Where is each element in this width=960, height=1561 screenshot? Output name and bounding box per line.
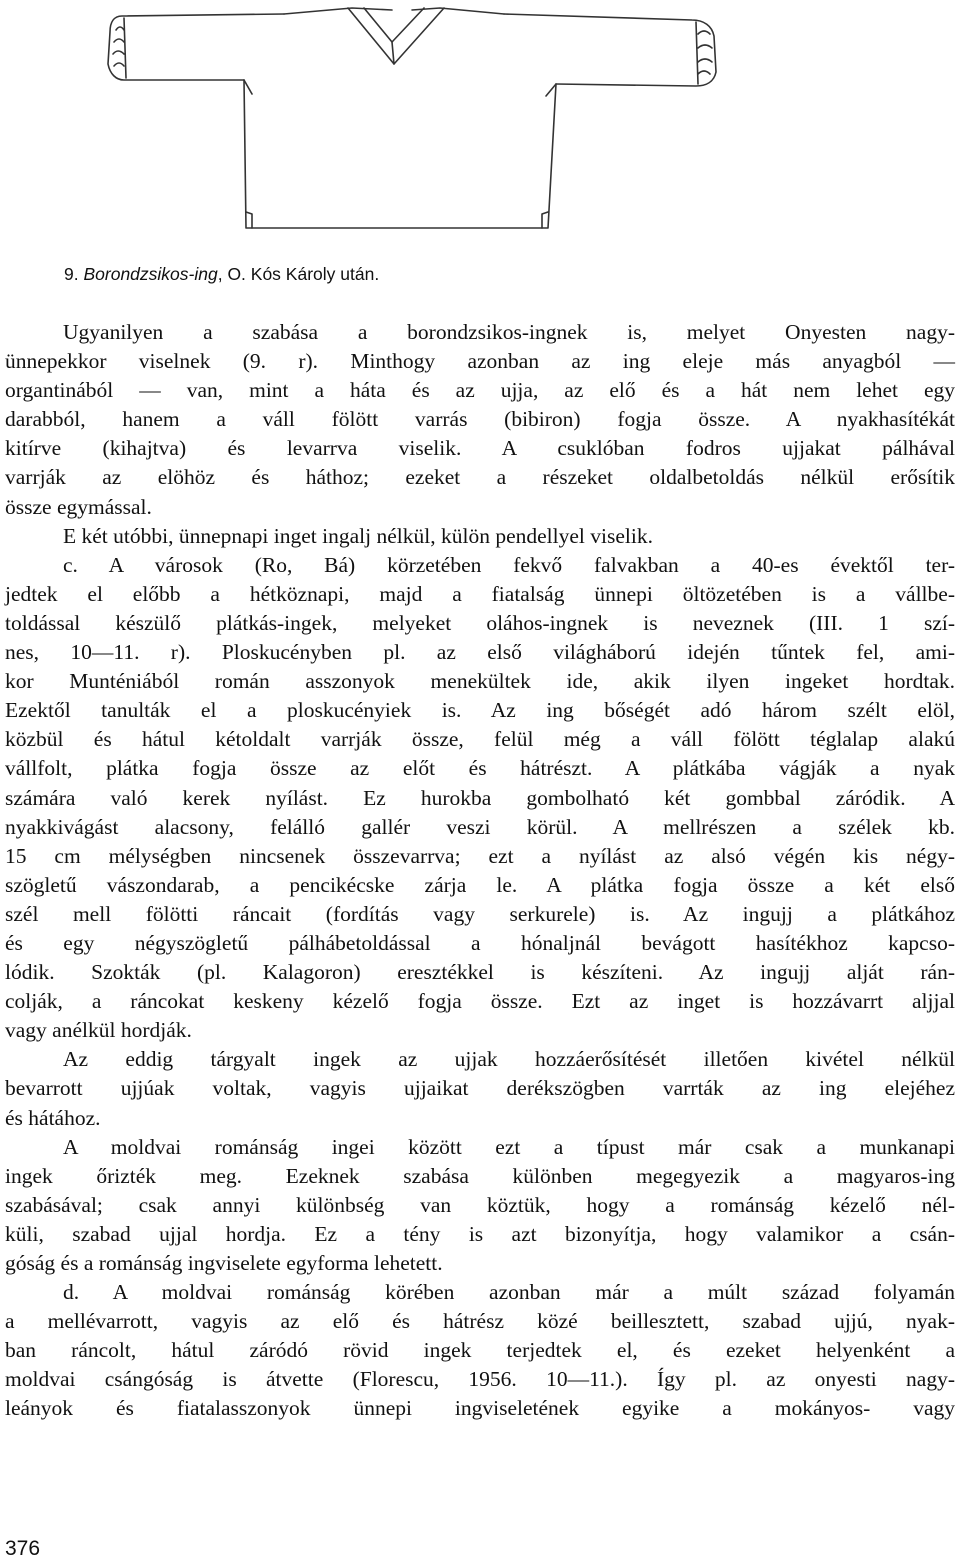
- text-line: ünnepekkor viselnek (9. r). Minthogy azonban az ing eleje más anyagból —: [5, 349, 955, 374]
- text-line: és egy négyszögletű pálhábetoldással a hónaljnál bevágott hasítékhoz kapcso-: [5, 930, 955, 955]
- text-line: colják, a ráncokat keskeny kézelő fogja össze. Ezt az inget is hozzávarrt aljjal: [5, 989, 955, 1014]
- text-line: ingek őrizték meg. Ezeknek szabása különben megegyezik a magyaros-ing: [5, 1163, 955, 1188]
- text-line: vagy anélkül hordják.: [5, 1018, 192, 1043]
- text-line: a mellévarrott, vagyis az elő és hátrész közé beillesztett, szabad ujjú, nyak-: [5, 1309, 955, 1334]
- text-line: kor Munténiából román asszonyok menekültek ide, akik ilyen ingeket hordtak.: [5, 669, 955, 694]
- text-line: lódik. Szokták (pl. Kalagoron) eresztékkel is készíteni. Az ingujj alját rán-: [5, 960, 955, 985]
- body-text: [5, 318, 955, 1424]
- text-line: darabból, hanem a váll fölött varrás (bibiron) fogja össze. A nyakhasítékát: [5, 407, 955, 432]
- text-line: közbül és hátul kétoldalt varrják össze, felül még a váll fölött téglalap alakú: [5, 727, 955, 752]
- text-line: varrják az elöhöz és háthoz; ezeket a részeket oldalbetoldás nélkül erősítik: [5, 465, 955, 490]
- text-line: számára való kerek nyílást. Ez hurokba gombolható két gombbal záródik. A: [5, 785, 955, 810]
- text-line: c. A városok (Ro, Bá) körzetében fekvő falvakban a 40-es évektől ter-: [63, 552, 955, 577]
- text-line: ban ráncolt, hátul záródó rövid ingek terjedtek el, és ezeket helyenként a: [5, 1338, 955, 1363]
- figure-caption: [64, 262, 379, 286]
- text-line: szögletű vászondarab, a pencikécske zárja le. A plátka fogja össze a két első: [5, 872, 955, 897]
- text-line: leányok és fiatalasszonyok ünnepi ingviseletének egyike a mokányos- vagy: [5, 1396, 955, 1421]
- text-line: A moldvai románság ingei között ezt a típust már csak a munkanapi: [63, 1134, 955, 1159]
- text-line: nes, 10—11. r). Ploskucényben pl. az első világháború idején tűntek fel, ami-: [5, 640, 955, 665]
- page-number: 376: [5, 1537, 41, 1560]
- text-line: szabásával; csak annyi különbség van köztük, hogy a románság kézelő nél-: [5, 1192, 955, 1217]
- text-line: góság és a románság ingviselete egyforma lehetett.: [5, 1251, 443, 1275]
- text-line: szél mell fölötti ráncait (fordítás vagy serkurele) is. Az ingujj a plátkához: [5, 901, 955, 926]
- text-line: Az eddig tárgyalt ingek az ujjak hozzáerősítését illetően kivétel nélkül: [63, 1047, 955, 1072]
- text-line: kitírve (kihajtva) és levarrva viselik. A csuklóban fodros ujjakat pálhával: [5, 436, 955, 461]
- text-line: 15 cm mélységben nincsenek összevarrva; ezt a nyílást az alsó végén kis négy-: [5, 843, 955, 868]
- text-line: jedtek el előbb a hétköznapi, majd a fiatalság ünnepi öltözetében is a vállbe-: [5, 581, 955, 606]
- text-line: és hátához.: [5, 1105, 101, 1130]
- text-line: d. A moldvai románság körében azonban már a múlt század folyamán: [63, 1280, 955, 1305]
- text-line: nyakkivágást alacsony, felálló gallér veszi körül. A mellrészen a szélek kb.: [5, 814, 955, 839]
- text-line: Ugyanilyen a szabása a borondzsikos-ingnek is, melyet Onyesten nagy-: [63, 320, 955, 344]
- text-line: bevarrott ujjúak voltak, vagyis ujjaikat derékszögben varrták az ing elejéhez: [5, 1076, 955, 1101]
- text-line: Ezektől tanulták el a ploskucényiek is. Az ing bőségét adó három szélt elöl,: [5, 698, 955, 723]
- text-line: E két utóbbi, ünnepnapi inget ingalj nélkül, külön pendellyel viselik.: [63, 523, 653, 548]
- text-line: vállfolt, plátka fogja össze az előt és hátrészt. A plátkába vágják a nyak: [5, 756, 955, 781]
- caption-title: Borondzsikos-ing: [83, 264, 218, 284]
- caption-number: 9.: [64, 264, 79, 284]
- text-line: össze egymással.: [5, 494, 152, 519]
- text-line: küli, szabad ujjal hordja. Ez a tény is azt bizonyítja, hogy valamikor a csán-: [5, 1221, 955, 1246]
- caption-rest: , O. Kós Károly után.: [217, 264, 380, 284]
- text-line: moldvai csángóság is átvette (Florescu, 1956. 10—11.). Így pl. az onyesti nagy-: [5, 1367, 955, 1392]
- shirt-illustration: [52, 2, 752, 242]
- text-line: toldással készülő plátkás-ingek, melyeket oláhos-ingnek is neveznek (III. 1 szí-: [5, 610, 955, 635]
- text-line: organtinából — van, mint a háta és az ujja, az elő és a hát nem lehet egy: [5, 378, 955, 403]
